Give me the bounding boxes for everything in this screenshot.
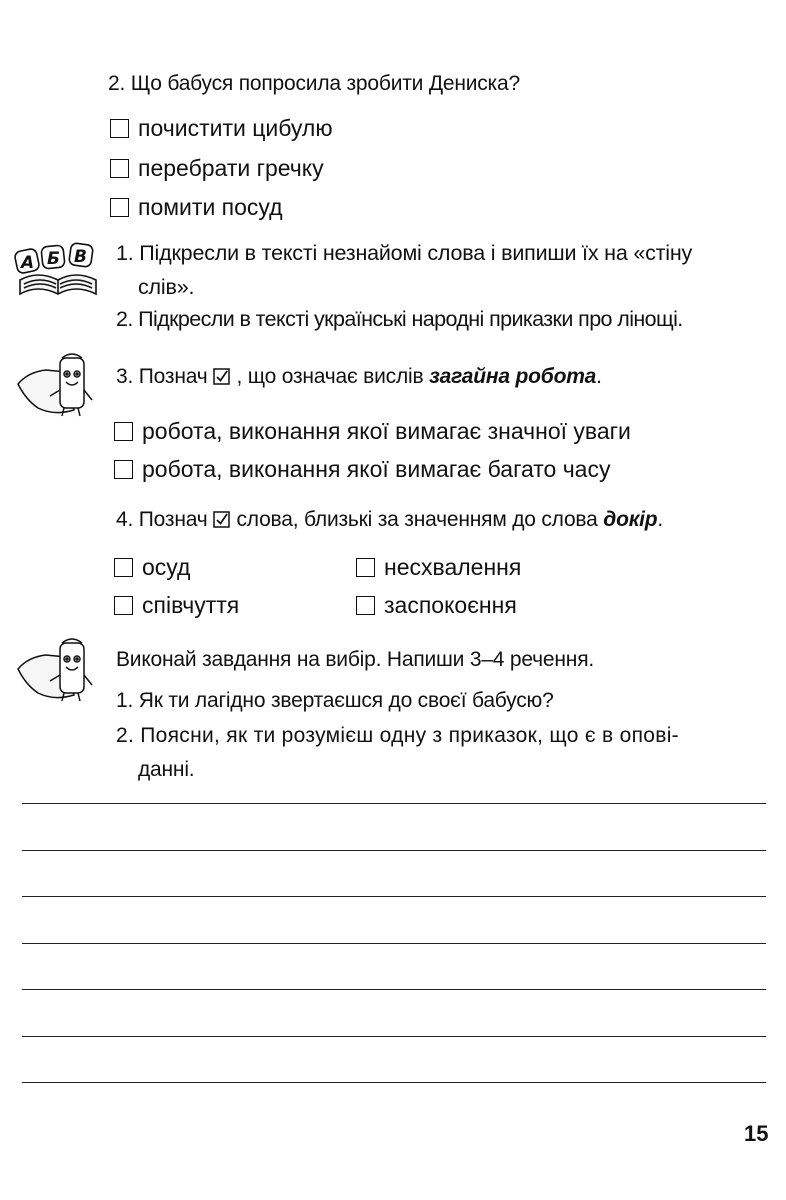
option-label: співчуття [142, 592, 240, 618]
choice-task-item-2-line-1: 2. Поясни, як ти розумієш одну з приказок, що є в опові- [116, 724, 679, 747]
writing-line[interactable] [22, 1036, 766, 1037]
page-number: 15 [744, 1121, 769, 1146]
checkbox[interactable] [114, 460, 133, 479]
checkbox[interactable] [114, 596, 133, 615]
checkbox[interactable] [110, 119, 129, 138]
writing-line[interactable] [22, 1082, 766, 1083]
checkbox-checked-icon [213, 511, 230, 528]
q4-middle: слова, близькі за значенням до слова [236, 508, 598, 531]
q4-option-left-1[interactable] [114, 554, 190, 581]
q3-option-1[interactable] [114, 418, 631, 445]
choice-task-item-1: 1. Як ти лагідно звертаєшся до своєї бабусю? [116, 689, 554, 712]
q4-option-right-2[interactable] [356, 592, 517, 619]
icon-letter-b: Б [47, 249, 60, 269]
writing-line[interactable] [22, 896, 766, 897]
icon-letter-v: В [74, 247, 87, 267]
writing-line[interactable] [22, 803, 766, 804]
question-2-text: 2. Що бабуся попросила зробити Дениска? [108, 72, 520, 95]
q3-prefix: 3. Познач [116, 365, 208, 388]
q3-suffix: . [596, 365, 602, 388]
q3-emphasis: загайна робота [429, 365, 597, 388]
option-label: осуд [142, 554, 191, 580]
book-abv-icon [12, 240, 102, 302]
checkbox[interactable] [110, 198, 129, 217]
q4-prefix: 4. Познач [116, 508, 208, 531]
option-label: почистити цибулю [138, 115, 333, 141]
choice-task-item-2-line-2: данні. [138, 758, 195, 781]
checkbox-checked-icon [213, 368, 230, 385]
q4-suffix: . [657, 508, 664, 531]
icon-letter-a: А [21, 253, 35, 273]
option-label: робота, виконання якої вимагає значної уваги [142, 418, 631, 444]
question-4-text [116, 508, 663, 532]
checkbox[interactable] [114, 558, 133, 577]
q2-option-1[interactable] [110, 115, 333, 142]
writing-line[interactable] [22, 943, 766, 944]
option-label: несхвалення [384, 554, 522, 580]
q2-option-2[interactable] [110, 155, 324, 182]
question-3-text [116, 365, 602, 389]
q4-emphasis: докір [603, 508, 658, 531]
pencil-character-icon [14, 635, 98, 705]
option-label: помити посуд [138, 194, 283, 220]
pencil-character-icon [14, 350, 98, 420]
q4-option-left-2[interactable] [114, 592, 239, 619]
checkbox[interactable] [356, 596, 375, 615]
abv-task-2: 2. Підкресли в тексті українські народні приказки про лінощі. [116, 307, 683, 331]
choice-task-intro: Виконай завдання на вибір. Напиши 3–4 речення. [116, 648, 594, 671]
writing-line[interactable] [22, 850, 766, 851]
q3-option-2[interactable] [114, 456, 610, 483]
q3-middle: , що означає вислів [236, 365, 424, 388]
q4-option-right-1[interactable] [356, 554, 521, 581]
checkbox[interactable] [110, 159, 129, 178]
abv-task-1-line-2: слів». [138, 275, 195, 299]
checkbox[interactable] [114, 422, 133, 441]
option-label: робота, виконання якої вимагає багато часу [142, 456, 611, 482]
writing-line[interactable] [22, 989, 766, 990]
checkbox[interactable] [356, 558, 375, 577]
abv-task-1-line-1: 1. Підкресли в тексті незнайомі слова і випиши їх на «стіну [116, 241, 693, 265]
q2-option-3[interactable] [110, 194, 283, 221]
option-label: заспокоєння [384, 592, 517, 618]
option-label: перебрати гречку [138, 155, 324, 181]
